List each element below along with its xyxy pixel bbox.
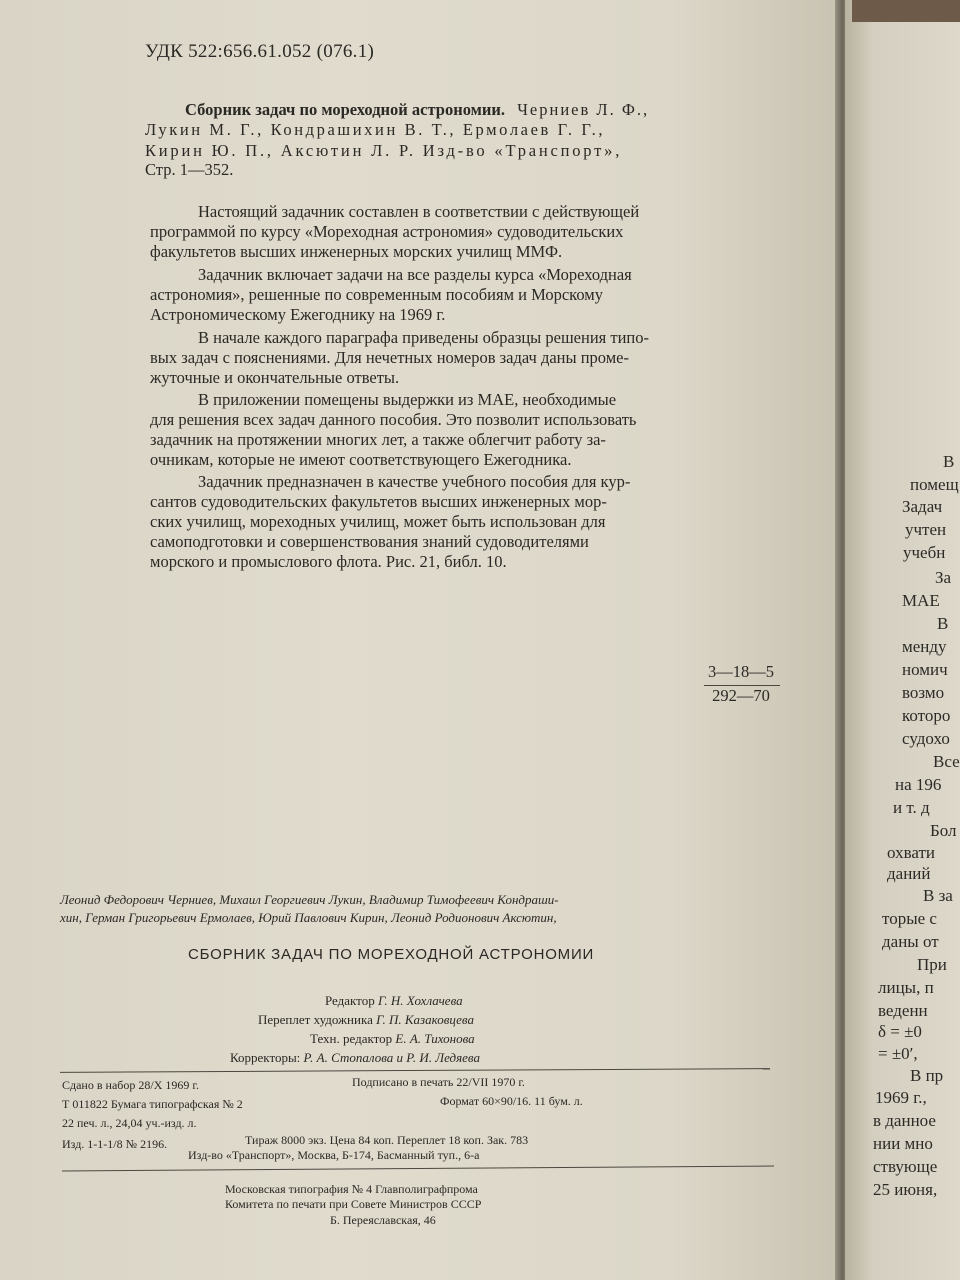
abstract-line-3: Кирин Ю. П., Аксютин Л. Р. Изд-во «Транспорт»,	[145, 141, 623, 160]
background-edge	[852, 0, 960, 22]
udc-code: УДК 522:656.61.052 (076.1)	[145, 41, 375, 62]
credit-proofreaders: Корректоры: Р. А. Стопалова и Р. И. Ледяева	[230, 1050, 480, 1065]
code-numerator: 3—18—5	[708, 662, 774, 681]
book-title: СБОРНИК ЗАДАЧ ПО МОРЕХОДНОЙ АСТРОНОМИИ	[188, 946, 595, 963]
imprint-rule-top	[60, 1068, 770, 1073]
right-page: В помещ Задач учтен учебн За МАЕ В менду номич возмо которо судохо Все на 196 и т. д Бол охвати даний В за торые с даны от При лицы, п веденн δ = ±0 = ±0′, В пр 1969 г., в данное нии мно ствующе 25 июня,	[845, 0, 960, 1280]
abstract-line-2: Лукин М. Г., Кондрашихин В. Т., Ермолаев Г. Г.,	[145, 120, 606, 139]
imprint-rule-bottom	[62, 1166, 774, 1172]
credit-binding-artist: Переплет художника Г. П. Казаковцева	[258, 1012, 474, 1027]
abstract-line-1: Сборник задач по мореходной астрономии. Черниев Л. Ф.,	[185, 100, 650, 119]
abstract-title: Сборник задач по мореходной астрономии.	[185, 100, 506, 119]
credit-editor: Редактор Г. Н. Хохлачева	[325, 993, 463, 1008]
left-page: УДК 522:656.61.052 (076.1) Сборник задач по мореходной астрономии. Черниев Л. Ф., Лукин М. Г., Кондрашихин В. Т., Ермолаев Г. Г., Кирин Ю. П., Аксютин Л. Р. Изд-во «Транспорт», Стр. 1—352. Настоящий задачник составлен в соответствии с действующей программой по курсу «Мореходная астрономия» судоводительских факультетов высших инженерных морских училищ ММФ. Задачник включает задачи на все разделы курса «Мореходная астрономия», решенные по современным пособиям и Морскому Астрономическому Ежегоднику на 1969 г. В начале каждого параграфа приведены образцы решения типо- вых задач с пояснениями. Для нечетных номеров задач даны проме- жуточные и окончательные ответы. В приложении помещены выдержки из МАЕ, необходимые для решения всех задач данного пособия. Это позволит использовать задачник на протяжении многих лет, а также облегчит работу за- очникам, которые не имеют соответствующего Ежегодника. Задачник предназначен в качестве учебного пособия для кур- сантов судоводительских факультетов высших инженерных мор- ских училищ, мореходных училищ, может быть использован для самоподготовки и совершенствования знаний судоводителями морского и промыслового флота. Рис. 21, библ. 10. 3—18—5 292—70 Леонид Федорович Черниев, Михаил Георгиевич Лукин, Владимир Тимофеевич Кондраши- хин, Герман Григорьевич Ермолаев, Юрий Павлович Кирин, Леонид Родионович Аксютин, СБОРНИК ЗАДАЧ ПО МОРЕХОДНОЙ АСТРОНОМИИ Редактор Г. Н. Хохлачева Переплет художника Г. П. Казаковцева Техн. редактор Е. А. Тихонова Корректоры: Р. А. Стопалова и Р. И. Ледяева Сдано в набор 28/X 1969 г. Подписано в печать 22/VII 1970 г. Т 011822 Бумага типографская № 2 Формат 60×90/16. 11 бум. л. 22 печ. л., 24,04 уч.-изд. л. Изд. 1-1-1/8 № 2196. Тираж 8000 экз. Цена 84 коп. Переплет 18 коп. Зак. 783 Изд-во «Транспорт», Москва, Б-174, Басманный туп., 6-а Московская типография № 4 Главполиграфпрома Комитета по печати при Совете Министров СССР Б. Переяславская, 46	[0, 0, 840, 1280]
code-denominator: 292—70	[712, 686, 770, 705]
abstract-line-4: Стр. 1—352.	[145, 160, 234, 179]
credit-tech-editor: Техн. редактор Е. А. Тихонова	[310, 1031, 475, 1046]
